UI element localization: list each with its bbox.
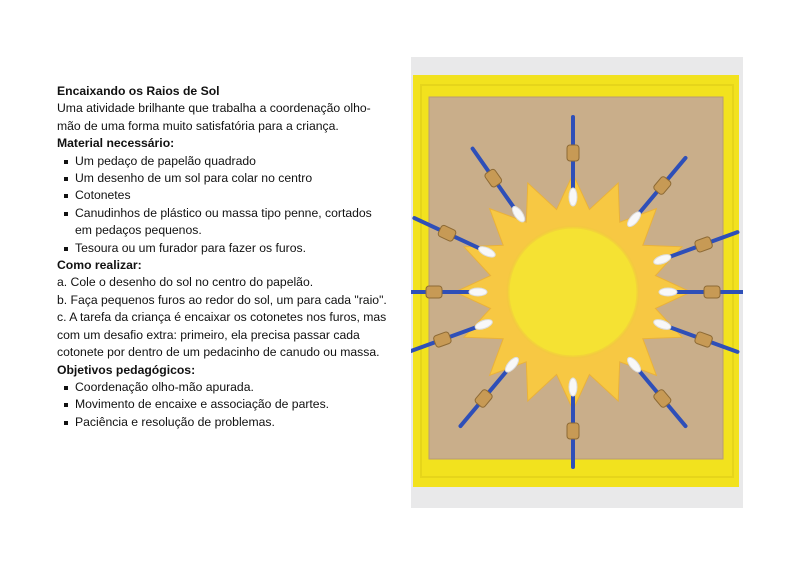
cotton-tip bbox=[569, 188, 577, 206]
howto-step: c. A tarefa da criança é encaixar os cotonetes nos furos, mas com um desafio extra: primeiro, ela precisa passar cada cotonete por dentro de um pedacinho de canudo ou massa. bbox=[57, 310, 387, 360]
cotton-tip bbox=[469, 288, 487, 296]
howto-step: b. Faça pequenos furos ao redor do sol, um para cada "raio". bbox=[57, 292, 387, 307]
pasta-tube bbox=[567, 423, 579, 439]
objectives-item: Coordenação olho-mão apurada. bbox=[57, 379, 387, 396]
materials-item: Um desenho de um sol para colar no centro bbox=[57, 170, 387, 187]
materials-item: Tesoura ou um furador para fazer os furos. bbox=[57, 240, 387, 257]
cotton-tip bbox=[569, 378, 577, 396]
activity-photo bbox=[411, 57, 743, 508]
materials-item: Cotonetes bbox=[57, 187, 387, 204]
sun-craft-illustration bbox=[411, 57, 743, 508]
cotton-tip bbox=[659, 288, 677, 296]
materials-heading: Material necessário: bbox=[57, 136, 175, 151]
pasta-tube bbox=[567, 145, 579, 161]
objectives-heading: Objetivos pedagógicos: bbox=[57, 362, 196, 377]
materials-item: Canudinhos de plástico ou massa tipo penne, cortados em pedaços pequenos. bbox=[57, 205, 387, 240]
objectives-item: Movimento de encaixe e associação de partes. bbox=[57, 396, 387, 413]
objectives-list bbox=[57, 379, 387, 431]
activity-title: Encaixando os Raios de Sol bbox=[57, 84, 220, 98]
pasta-tube bbox=[426, 286, 442, 298]
howto-heading: Como realizar: bbox=[57, 258, 142, 273]
materials-item: Um pedaço de papelão quadrado bbox=[57, 153, 387, 170]
sun-drawing bbox=[455, 174, 691, 410]
materials-list bbox=[57, 153, 387, 257]
objectives-item: Paciência e resolução de problemas. bbox=[57, 414, 387, 431]
activity-text bbox=[57, 83, 387, 431]
activity-intro: Uma atividade brilhante que trabalha a coordenação olho-mão de uma forma muito satisfatória para a criança. bbox=[57, 101, 371, 133]
howto-step: a. Cole o desenho do sol no centro do papelão. bbox=[57, 275, 314, 290]
pasta-tube bbox=[704, 286, 720, 298]
